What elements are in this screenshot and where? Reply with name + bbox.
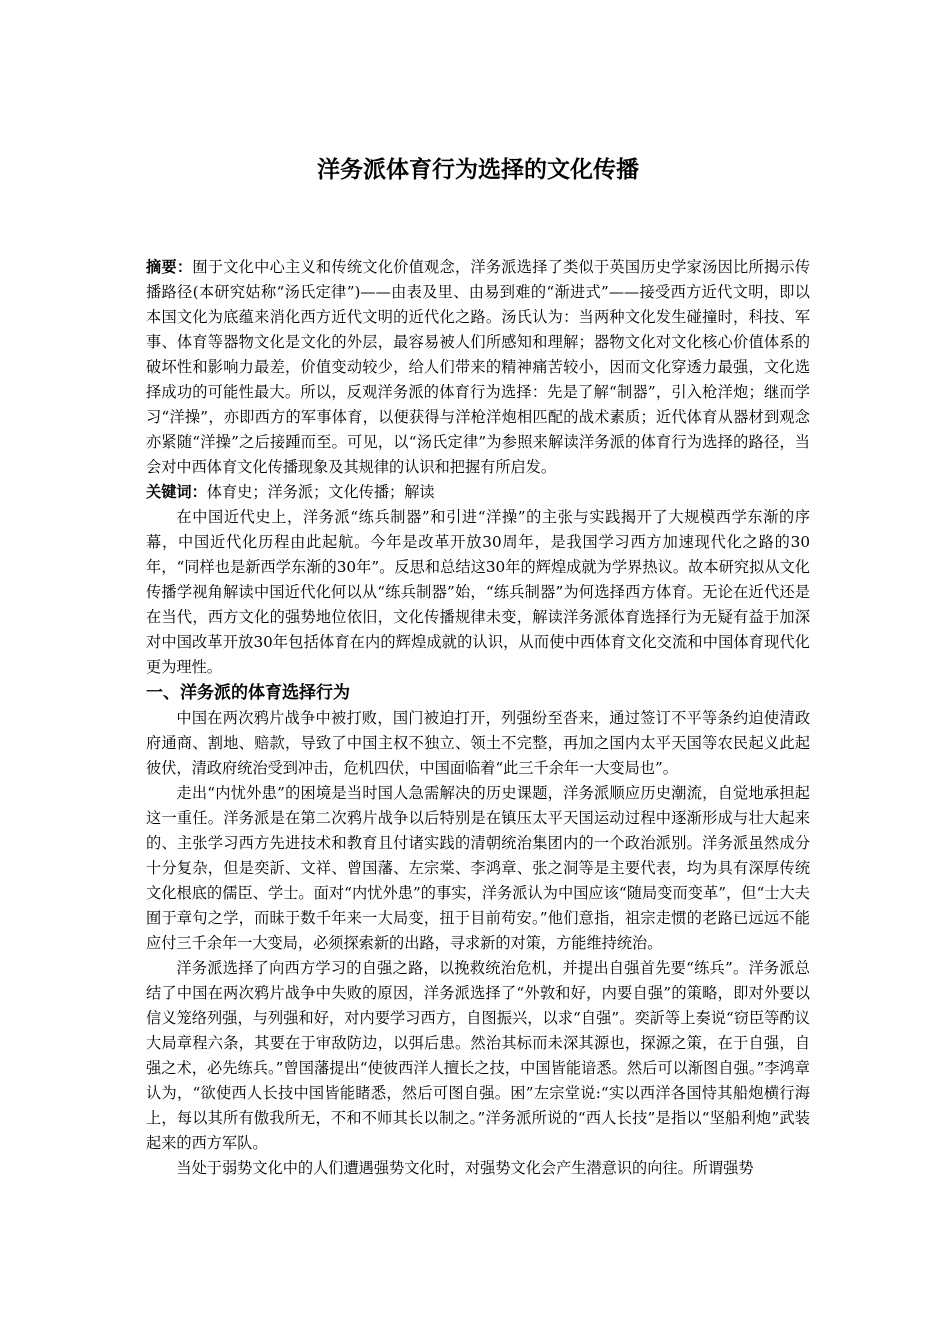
paper-title: 洋务派体育行为选择的文化传播 xyxy=(317,157,639,183)
abstract-text: 囿于文化中心主义和传统文化价值观念，洋务派选择了类似于英国历史学家汤因比所揭示传播路径(本研究姑称“汤氏定律”)——由表及里、由易到难的“渐进式”——接受西方近代文明，即以本国文化为底蕴来消化西方近代文明的近代化之路。汤氏认为：当两种文化发生碰撞时，科技、军事、体育等器物文化是文化的外层，最容易被人们所感知和理解；器物文化对文化核心价值体系的破坏性和影响力最差，价值变动较少，给人们带来的精神痛苦较小，因而文化穿透力最强，文化选择成功的可能性最大。所以，反观洋务派的体育行为选择：先是了解“制器”，引入枪洋炮；继而学习“洋操”，亦即西方的军事体育，以便获得与洋枪洋炮相匹配的战术素质；近代体育从器材到观念亦紧随“洋操”之后接踵而至。可见，以“汤氏定律”为参照来解读洋务派的体育行为选择的路径，当会对中西体育文化传播现象及其规律的认识和把握有所启发。 xyxy=(146,258,810,476)
body-paragraph: 当处于弱势文化中的人们遭遇强势文化时，对强势文化会产生潜意识的向往。所谓强势 xyxy=(176,1159,754,1177)
keywords-label: 关键词： xyxy=(146,483,207,501)
section-heading: 一、洋务派的体育选择行为 xyxy=(146,683,350,703)
body-paragraph: 走出“内忧外患”的困境是当时国人急需解决的历史课题，洋务派顺应历史潮流，自觉地承担起这一重任。洋务派是在第二次鸦片战争以后特别是在镇压太平天国运动过程中逐渐形成与壮大起来的、主张学习西方先进技术和教育且付诸实践的清朝统治集团内的一个政治派别。洋务派虽然成分十分复杂，但是奕訢、文祥、曾国藩、左宗棠、李鸿章、张之洞等是主要代表，均为具有深厚传统文化根底的儒臣、学士。面对“内忧外患”的事实，洋务派认为中国应该“随局变而变革”，但“士大夫囿于章句之学，而昧于数千年来一大局变，扭于目前苟安。”他们意指，祖宗走惯的老路已远远不能应付三千余年一大变局，必须探索新的出路，寻求新的对策，方能维持统治。 xyxy=(146,784,810,952)
intro-paragraph: 在中国近代史上，洋务派“练兵制器”和引进“洋操”的主张与实践揭开了大规模西学东渐的序幕，中国近代化历程由此起航。今年是改革开放30周年，是我国学习西方加速现代化之路的30年，“同样也是新西学东渐的30年”。反思和总结这30年的辉煌成就为学界热议。故本研究拟从文化传播学视角解读中国近代化何以从“练兵制器”始，“练兵制器”为何选择西方体育。无论在近代还是在当代，西方文化的强势地位依旧，文化传播规律未变，解读洋务派体育选择行为无疑有益于加深对中国改革开放30年包括体育在内的辉煌成就的认识，从而使中西体育文化交流和中国体育现代化更为理性。 xyxy=(146,508,810,676)
keywords-paragraph xyxy=(146,480,810,505)
body-paragraph: 洋务派选择了向西方学习的自强之路，以挽救统治危机，并提出自强首先要“练兵”。洋务派总结了中国在两次鸦片战争中失败的原因，洋务派选择了“外敦和好，内要自强”的策略，即对外要以信义笼络列强，与列强和好，对内要学习西方，自图振兴，以求“自强”。奕訢等上奏说“窃臣等酌议大局章程六条，其要在于审敌防边，以弭后患。然治其标而未深其源也，探源之策，在于自强，自强之术，必先练兵。”曾国藩提出“使彼西洋人擅长之技，中国皆能谙悉。然后可以渐图自强。”李鸿章认为，“欲使西人长技中国皆能睹悉，然后可图自强。困”左宗堂说:“实以西洋各国恃其船炮横行海上，每以其所有傲我所无，不和不师其长以制之。”洋务派所说的“西人长技”是指以“坚船利炮”武装起来的西方军队。 xyxy=(146,959,810,1152)
body-paragraph: 中国在两次鸦片战争中被打败，国门被迫打开，列强纷至沓来，通过签订不平等条约迫使清政府通商、割地、赔款，导致了中国主权不独立、领土不完整，再加之国内太平天国等农民起义此起彼伏，清政府统治受到冲击，危机四伏，中国面临着“此三千余年一大变局也”。 xyxy=(146,709,810,777)
document-page xyxy=(146,150,810,1181)
abstract-label: 摘要： xyxy=(146,258,193,276)
keywords-text: 体育史；洋务派；文化传播；解读 xyxy=(206,483,435,501)
abstract-paragraph xyxy=(146,255,810,480)
